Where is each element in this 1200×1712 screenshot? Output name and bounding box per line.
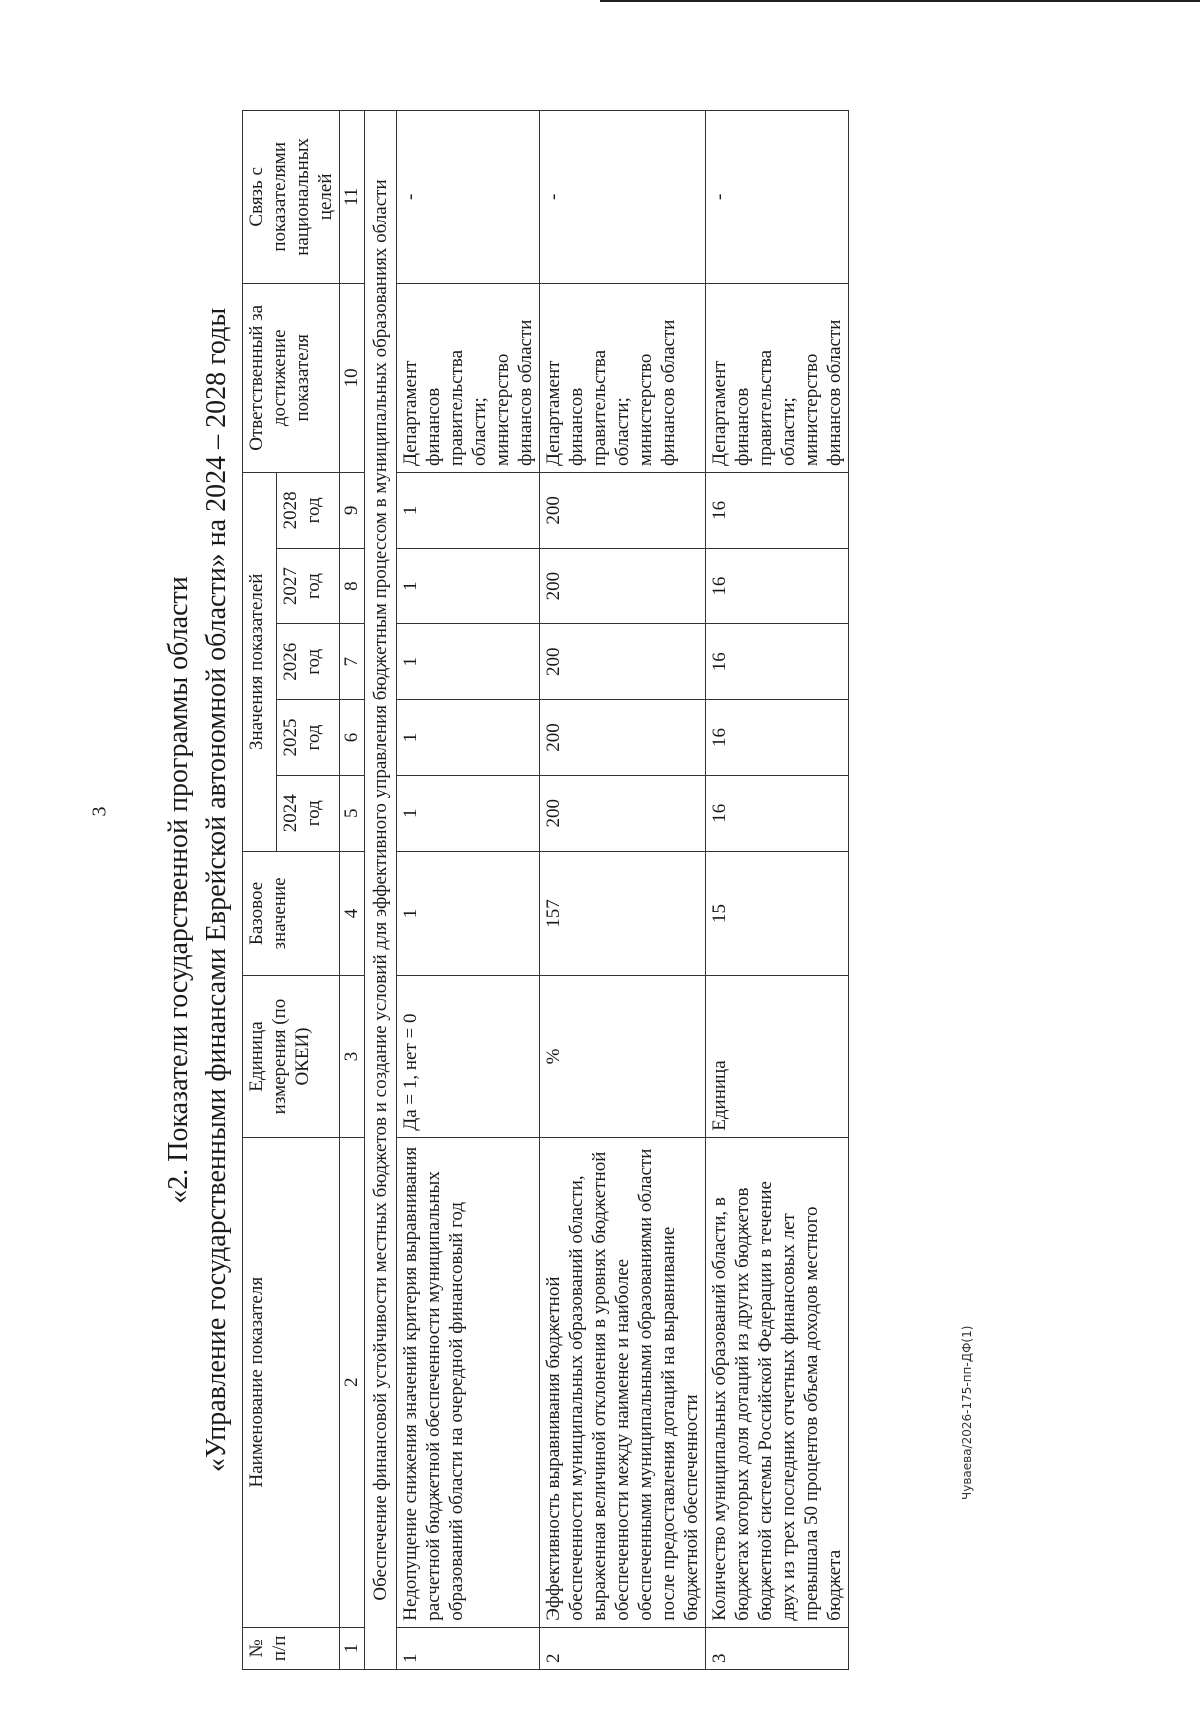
header-link: Связь с показателями национальных целей — [243, 111, 340, 284]
row-unit: Да = 1, нет = 0 — [397, 976, 540, 1137]
row-value: 200 — [540, 775, 706, 851]
row-value: 1 — [397, 700, 540, 776]
column-index: 11 — [340, 111, 365, 284]
top-border-line — [600, 0, 1200, 2]
table-row — [540, 111, 706, 1670]
row-link: - — [540, 111, 706, 284]
row-value: 1 — [397, 472, 540, 548]
row-link: - — [397, 111, 540, 284]
column-index: 1 — [340, 1627, 365, 1669]
section-row — [365, 111, 397, 1670]
row-value: 200 — [540, 472, 706, 548]
header-responsible: Ответственный за достижение показателя — [243, 283, 340, 472]
row-value: 200 — [540, 548, 706, 624]
header-name: Наименование показателя — [243, 1137, 340, 1627]
row-value: 16 — [706, 472, 849, 548]
row-value: 1 — [397, 548, 540, 624]
footer-document-code: Чуваева/2026-175-пп-ДФ(1) — [960, 1325, 974, 1500]
column-index: 3 — [340, 976, 365, 1137]
row-name: Эффективность выравнивания бюджетной обеспеченности муниципальных образований области, выраженная величиной отклонения в уровнях бюджетной обеспеченности между наименее и наиболее обеспеченными муниципальными образованиями области после предоставления дотаций на выравнивание бюджетной обеспеченности — [540, 1137, 706, 1627]
row-base: 1 — [397, 851, 540, 976]
header-values-group: Значения показателей — [243, 472, 277, 851]
row-link: - — [706, 111, 849, 284]
row-base: 15 — [706, 851, 849, 976]
row-value: 200 — [540, 700, 706, 776]
column-index: 4 — [340, 851, 365, 976]
row-value: 16 — [706, 624, 849, 700]
header-year: 2027 год — [277, 548, 340, 624]
rotated-page-content — [160, 110, 1160, 1670]
row-value: 16 — [706, 700, 849, 776]
row-value: 1 — [397, 624, 540, 700]
column-index: 6 — [340, 700, 365, 776]
header-unit: Единица измерения (по ОКЕИ) — [243, 976, 340, 1137]
header-year: 2028 год — [277, 472, 340, 548]
column-index: 9 — [340, 472, 365, 548]
row-responsible: Департамент финансов правительства области; министерство финансов области — [706, 283, 849, 472]
header-year: 2026 год — [277, 624, 340, 700]
section-title: Обеспечение финансовой устойчивости местных бюджетов и создание условий для эффективного управления бюджетным процессом в муниципальных образованиях области — [365, 111, 397, 1670]
row-unit: % — [540, 976, 706, 1137]
column-index: 5 — [340, 775, 365, 851]
row-unit: Единица — [706, 976, 849, 1137]
header-base: Базовое значение — [243, 851, 340, 976]
header-row-1 — [243, 111, 277, 1670]
row-base: 157 — [540, 851, 706, 976]
row-responsible: Департамент финансов правительства области; министерство финансов области — [397, 283, 540, 472]
row-value: 16 — [706, 775, 849, 851]
header-year: 2024 год — [277, 775, 340, 851]
table-row — [706, 111, 849, 1670]
row-responsible: Департамент финансов правительства области; министерство финансов области — [540, 283, 706, 472]
header-year: 2025 год — [277, 700, 340, 776]
row-name: Недопущение снижения значений критерия выравнивания расчетной бюджетной обеспеченности муниципальных образований области на очередной финансовый год — [397, 1137, 540, 1627]
title-line-2: «Управление государственными финансами Еврейской автономной области» на 2024 – 2028 годы — [201, 307, 232, 1473]
column-index-row — [340, 111, 365, 1670]
header-num: № п/п — [243, 1627, 340, 1669]
row-num: 1 — [397, 1627, 540, 1669]
row-value: 200 — [540, 624, 706, 700]
table-row — [397, 111, 540, 1670]
row-num: 3 — [706, 1627, 849, 1669]
row-value: 1 — [397, 775, 540, 851]
column-index: 2 — [340, 1137, 365, 1627]
indicators-table — [242, 110, 849, 1670]
document-title — [160, 110, 236, 1670]
title-line-1: «2. Показатели государственной программы области — [163, 576, 194, 1204]
column-index: 8 — [340, 548, 365, 624]
page-number: 3 — [88, 806, 111, 817]
row-value: 16 — [706, 548, 849, 624]
column-index: 10 — [340, 283, 365, 472]
row-name: Количество муниципальных образований области, в бюджетах которых доля дотаций из других бюджетов бюджетной системы Российской Федерации в течение двух из трех последних отчетных финансовых лет превышала 50 процентов объема доходов местного бюджета — [706, 1137, 849, 1627]
column-index: 7 — [340, 624, 365, 700]
row-num: 2 — [540, 1627, 706, 1669]
